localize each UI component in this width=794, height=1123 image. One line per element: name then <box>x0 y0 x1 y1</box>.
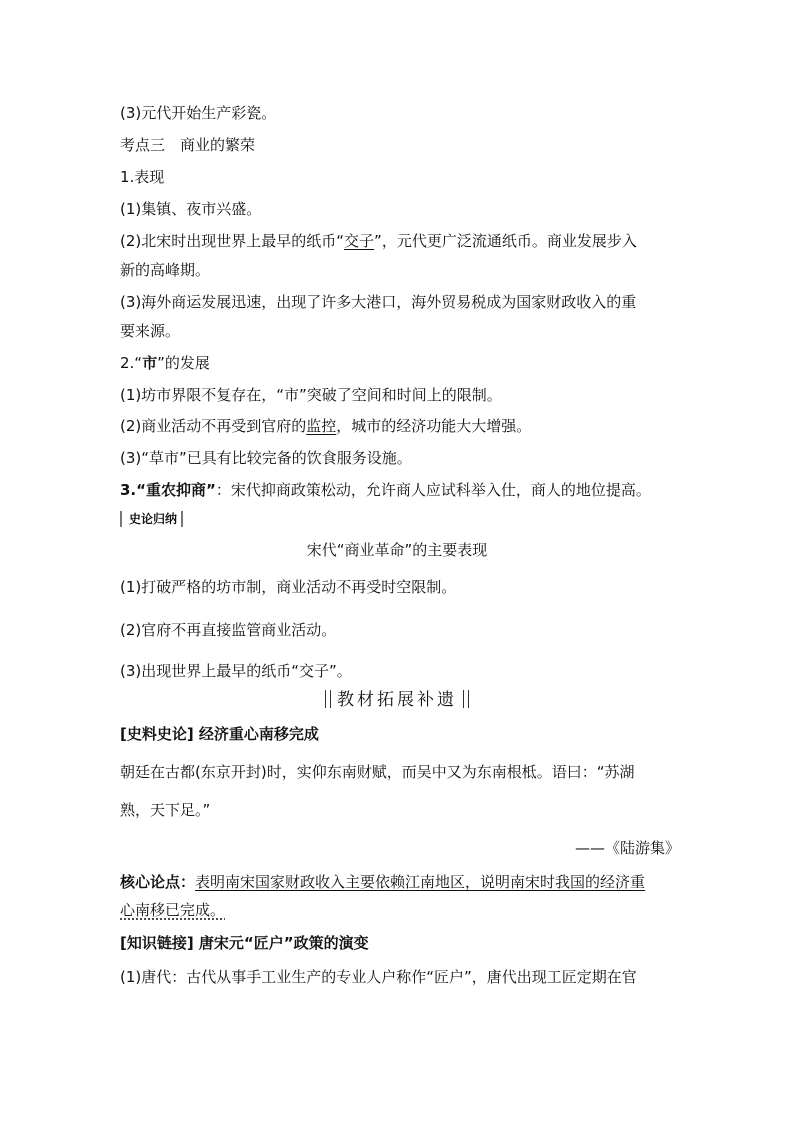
heading-artisan-policy: [知识链接] 唐宋元“匠户”政策的演变 <box>120 934 369 952</box>
banner-bar-right <box>463 690 469 708</box>
core-argument-line-1 <box>120 872 680 892</box>
summary-tag: 史论归纳 <box>120 511 183 527</box>
text: (2)北宋时出现世界上最早的纸币“ <box>120 232 345 250</box>
line-overseas-trade-cont: 要来源。 <box>120 322 181 340</box>
line-government-monitoring <box>120 416 680 436</box>
section-heading-commerce: 考点三 商业的繁荣 <box>120 136 256 154</box>
line-paper-money-cont: 新的高峰期。 <box>120 261 211 279</box>
subheading-market-development <box>120 353 680 373</box>
summary-item-2: (2)官府不再直接监管商业活动。 <box>120 621 337 639</box>
quote-line-2: 熟，天下足。” <box>120 801 211 819</box>
text: ”，元代更广泛流通纸币。商业发展步入 <box>374 232 637 250</box>
banner-title: 教材拓展补遗 <box>337 690 457 710</box>
line-zhongnong-yishang <box>120 480 680 500</box>
heading-economic-center-shift: [史料史论] 经济重心南移完成 <box>120 725 319 743</box>
text: 2.“ <box>120 354 143 372</box>
line-overseas-trade: (3)海外商运发展迅速，出现了许多大港口，海外贸易税成为国家财政收入的重 <box>120 293 637 311</box>
bold-term-shi: 市 <box>142 354 158 372</box>
quote-source: ——《陆游集》 <box>574 839 680 857</box>
underlined-term-monitoring: 监控 <box>306 417 337 435</box>
line-colored-porcelain: (3)元代开始生产彩瓷。 <box>120 104 277 122</box>
text: ，城市的经济功能大大增强。 <box>336 417 532 435</box>
core-argument-line-2 <box>120 900 680 920</box>
line-markets: (1)集镇、夜市兴盛。 <box>120 200 262 218</box>
line-fangshi-boundary: (1)坊市界限不复存在，“市”突破了空间和时间上的限制。 <box>120 386 502 404</box>
bold-term-zhongnong: 3.“重农抑商” <box>120 481 216 499</box>
line-caoshi: (3)“草市”已具有比较完备的饮食服务设施。 <box>120 449 412 467</box>
underlined-term-jiaozi: 交子 <box>344 232 375 250</box>
core-argument-label: 核心论点： <box>120 873 196 891</box>
text: ：宋代抑商政策松动，允许商人应试科举入仕，商人的地位提高。 <box>215 481 651 499</box>
line-paper-money <box>120 231 680 251</box>
banner-bar-left <box>325 690 331 708</box>
summary-item-1: (1)打破严格的坊市制，商业活动不再受时空限制。 <box>120 578 457 596</box>
text: (2)商业活动不再受到官府的 <box>120 417 307 435</box>
core-argument-text: 表明南宋国家财政收入主要依赖江南地区，说明南宋时我国的经济重 <box>195 873 646 891</box>
summary-title: 宋代“商业革命”的主要表现 <box>306 541 488 559</box>
text: ”的发展 <box>157 354 210 372</box>
banner-supplement <box>0 689 794 711</box>
summary-item-3: (3)出现世界上最早的纸币“交子”。 <box>120 662 352 680</box>
artisan-tang-line: (1)唐代：古代从事手工业生产的专业人户称作“匠户”，唐代出现工匠定期在官 <box>120 968 637 986</box>
subheading-performance: 1.表现 <box>120 168 165 186</box>
quote-line-1: 朝廷在古都(东京开封)时，实仰东南财赋，而吴中又为东南根柢。语曰：“苏湖 <box>120 763 635 781</box>
core-argument-text-cont: 心南移已完成。 <box>120 901 226 919</box>
